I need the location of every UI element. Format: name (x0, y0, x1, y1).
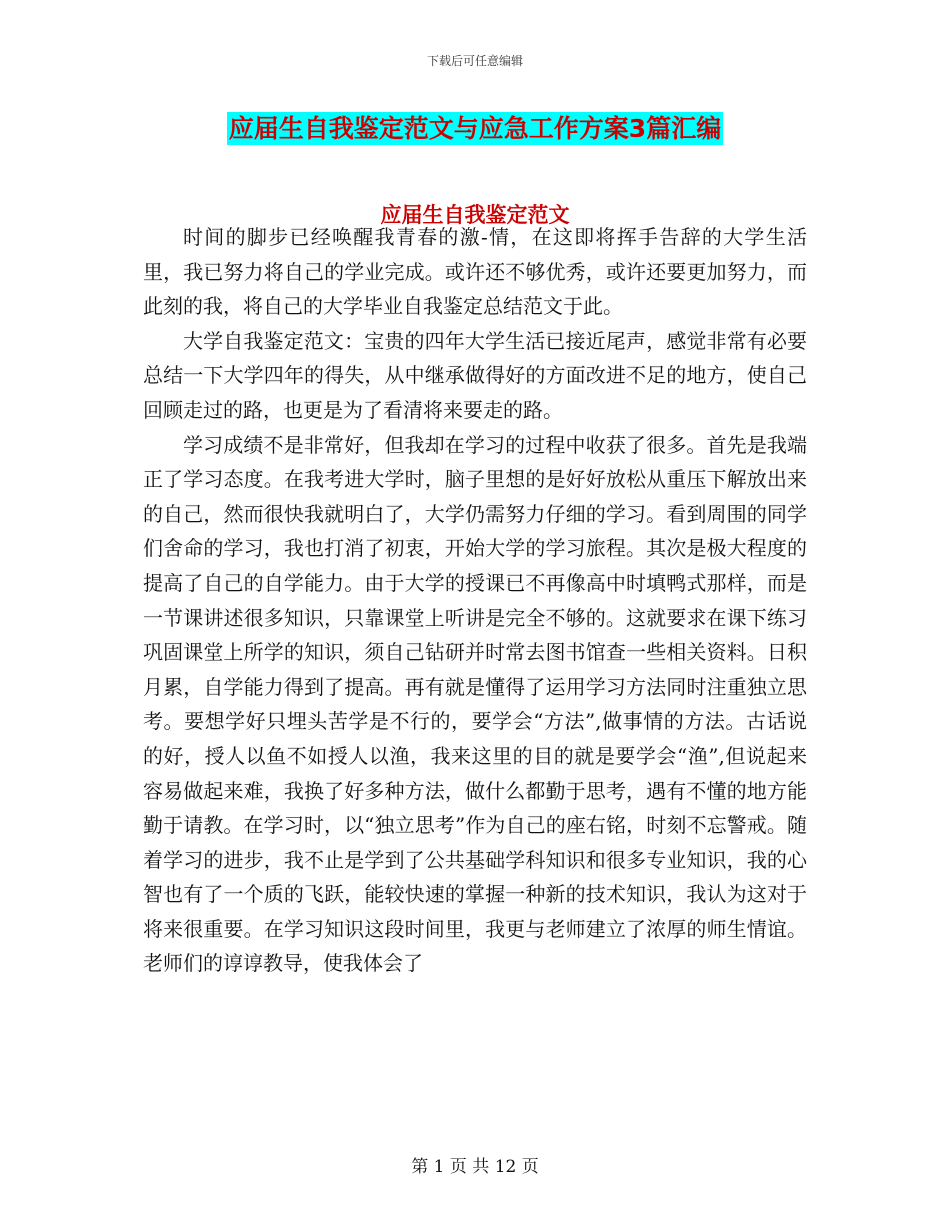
page-number-indicator: 第 1 页 共 12 页 (411, 1157, 539, 1177)
paragraph: 学习成绩不是非常好，但我却在学习的过程中收获了很多。首先是我端正了学习态度。在我考进大学时，脑子里想的是好好放松从重压下解放出来的自己，然而很快我就明白了，大学仍需努力仔细的学习。看到周围的同学们舍命的学习，我也打消了初衷，开始大学的学习旅程。其次是极大程度的提高了自己的自学能力。由于大学的授课已不再像高中时填鸭式那样，而是一节课讲述很多知识，只靠课堂上听讲是完全不够的。这就要求在课下练习巩固课堂上所学的知识，须自己钻研并时常去图书馆查一些相关资料。日积月累，自学能力得到了提高。再有就是懂得了运用学习方法同时注重独立思考。要想学好只埋头苦学是不行的，要学会“方法”,做事情的方法。古话说的好，授人以鱼不如授人以渔，我来这里的目的就是要学会“渔”,但说起来容易做起来难，我换了好多种方法，做什么都勤于思考，遇有不懂的地方能勤于请教。在学习时，以“独立思考”作为自己的座右铭，时刻不忘警戒。随着学习的进步，我不止是学到了公共基础学科知识和很多专业知识，我的心智也有了一个质的飞跃，能较快速的掌握一种新的技术知识，我认为这对于将来很重要。在学习知识这段时间里，我更与老师建立了浓厚的师生情谊。老师们的谆谆教导，使我体会了 (143, 432, 807, 976)
document-body (143, 220, 807, 981)
section-title: 应届生自我鉴定范文 (380, 203, 570, 227)
paragraph: 时间的脚步已经唤醒我青春的激-情，在这即将挥手告辞的大学生活里，我已努力将自己的学业完成。或许还不够优秀，或许还要更加努力，而此刻的我，将自己的大学毕业自我鉴定总结范文于此。 (143, 225, 807, 319)
document-title (0, 112, 950, 146)
document-title-text: 应届生自我鉴定范文与应急工作方案3篇汇编 (228, 114, 722, 143)
page-header-note: 下载后可任意编辑 (426, 54, 523, 68)
paragraph: 大学自我鉴定范文：宝贵的四年大学生活已接近尾声，感觉非常有必要总结一下大学四年的得失，从中继承做得好的方面改进不足的地方，使自己回顾走过的路，也更是为了看清将来要走的路。 (143, 328, 807, 422)
